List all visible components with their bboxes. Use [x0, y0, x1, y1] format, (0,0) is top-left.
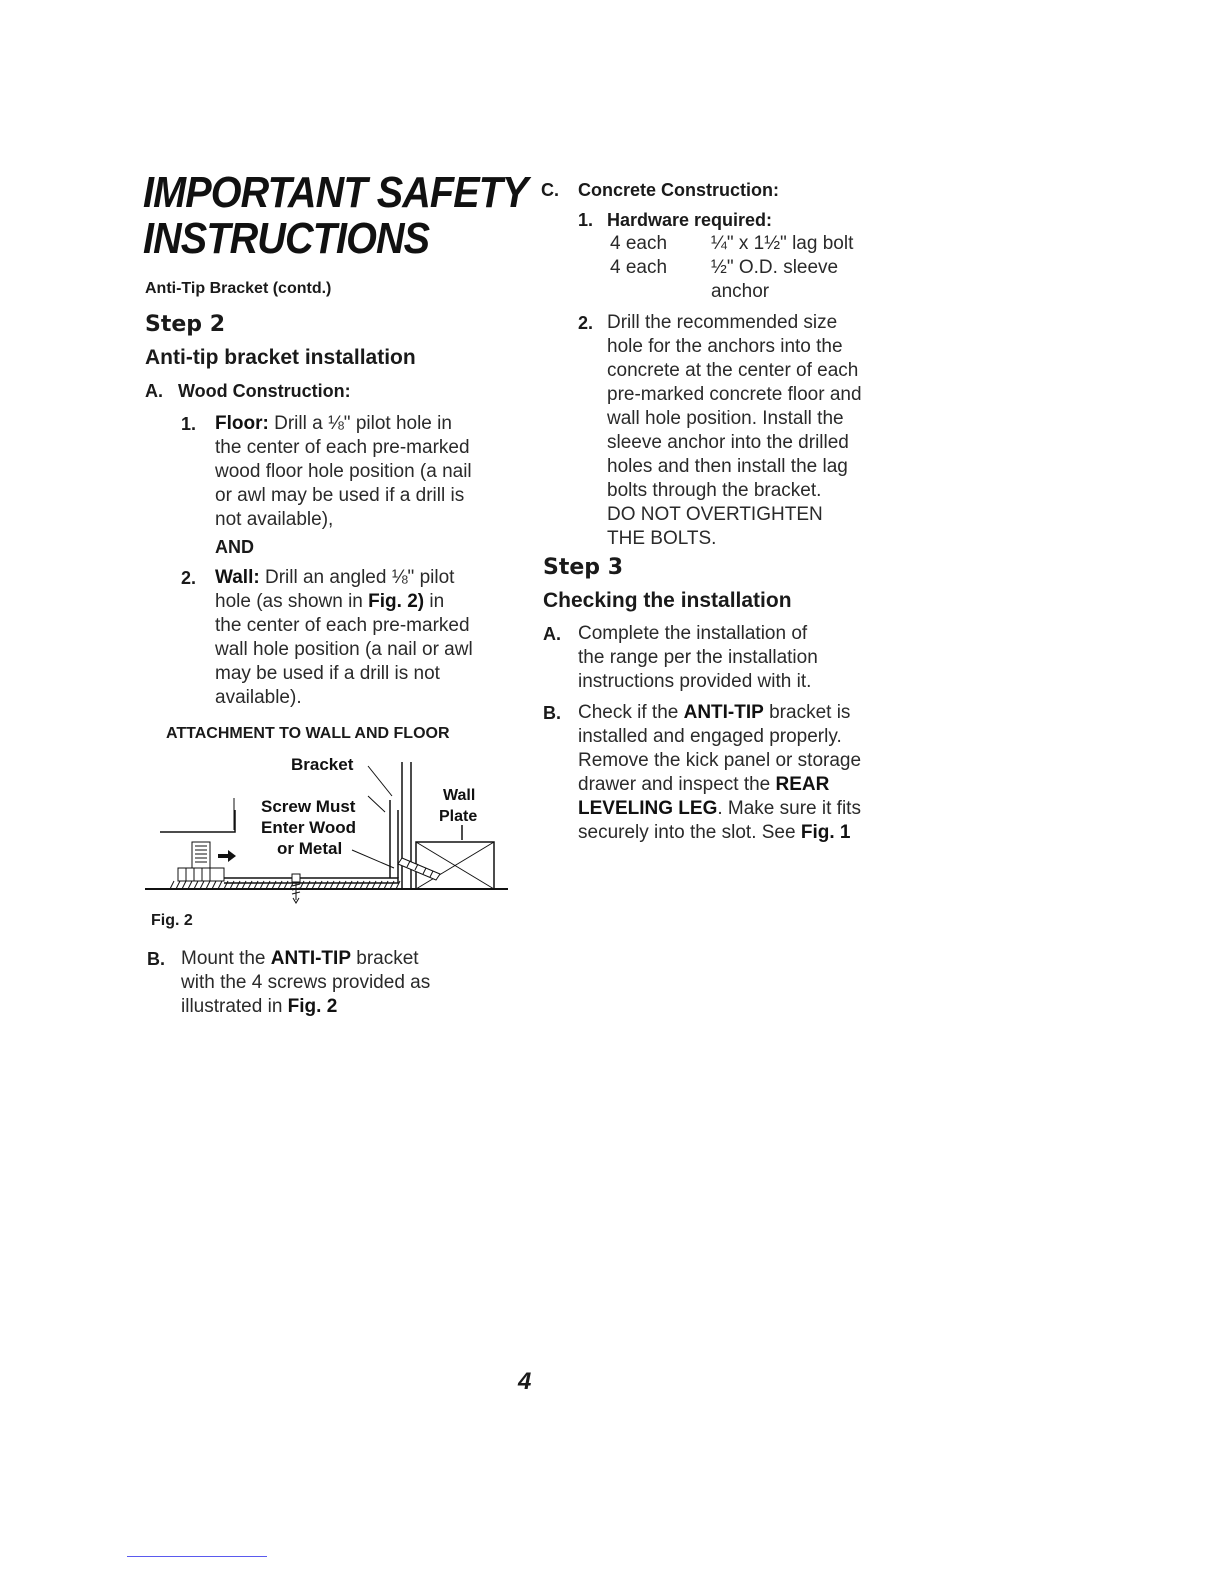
attachment-diagram: [140, 750, 510, 910]
anti-tip-term: ANTI-TIP: [270, 948, 351, 969]
floor-instruction: Floor: Drill a ⅛" pilot hole in the center of each pre-marked wood floor hole position (a nail or awl may be used if a drill is not available),: [215, 413, 472, 530]
fig2-ref: Fig. 2): [368, 591, 425, 612]
bracket-plate: [224, 878, 398, 883]
title-line-2: INSTRUCTIONS: [143, 214, 430, 263]
mount-letter: B.: [147, 949, 165, 969]
wood-letter: A.: [145, 381, 163, 401]
drill-instruction: Drill the recommended size hole for the anchors into the concrete at the center of each pre-marked concrete floor and wall hole position. Install the sleeve anchor into the drilled holes and then install the lag bolts through the bracket. DO NOT OVERTIGHTEN THE BOLTS.: [607, 312, 862, 549]
wall-screw: [398, 858, 440, 880]
bracket-label: Bracket: [291, 755, 354, 774]
hardware-row: 4 each ¼" x 1½" lag bolt: [610, 233, 854, 254]
check-letter: B.: [543, 703, 561, 723]
rear-term: REAR: [775, 774, 830, 795]
wood-construction-label: Wood Construction:: [178, 381, 351, 401]
wall-instruction: Wall: Drill an angled ⅛" pilot hole (as shown in Fig. 2) in the center of each pre-marked wall hole position (a nail or awl may be used if a drill is not available).: [215, 567, 473, 708]
footer-rule: [127, 1556, 267, 1557]
anti-tip-term-2: ANTI-TIP: [683, 702, 764, 723]
floor-item-number: 1.: [181, 414, 197, 434]
check-instruction: Check if the ANTI-TIP bracket is installed and engaged properly. Remove the kick panel or storage drawer and inspect the REAR LEVELING LEG. Make sure it fits securely into the slot. See Fig. 1: [578, 702, 862, 843]
wall-label: Wall:: [215, 567, 260, 588]
leveling-leg-term: LEVELING LEG: [578, 798, 718, 819]
screw-label-2: Enter Wood: [261, 818, 357, 837]
hardware-row: 4 each ½" O.D. sleeve: [610, 257, 839, 278]
step-3-heading: Checking the installation: [543, 589, 792, 612]
step-3-label: Step 3: [543, 555, 623, 580]
wall-label-1: Wall: [443, 787, 476, 804]
and-label: AND: [215, 537, 254, 557]
section-subtitle: Anti-Tip Bracket (contd.): [145, 280, 332, 297]
step-2-label: Step 2: [145, 312, 225, 337]
hardware-item-number: 1.: [578, 210, 594, 230]
wall-item-number: 2.: [181, 568, 197, 588]
leveling-leg: [178, 842, 224, 881]
arrow-icon: [218, 850, 236, 862]
step-2-heading: Anti-tip bracket installation: [145, 346, 416, 369]
screw-label-3: or Metal: [277, 839, 343, 858]
hardware-required-label: Hardware required:: [607, 210, 773, 230]
screw-label-1: Screw Must: [261, 797, 356, 816]
complete-letter: A.: [543, 624, 561, 644]
concrete-letter: C.: [541, 180, 559, 200]
hardware-list: [610, 232, 853, 304]
fig1-ref: Fig. 1: [800, 822, 851, 843]
fig2-ref-2: Fig. 2: [287, 996, 338, 1017]
fig-2-label: Fig. 2: [151, 912, 193, 929]
page-number: 4: [518, 1368, 532, 1395]
mount-instruction: Mount the ANTI-TIP bracket with the 4 screws provided as illustrated in Fig. 2: [181, 948, 431, 1017]
page-title: [143, 170, 528, 262]
drill-item-number: 2.: [578, 313, 594, 333]
floor-label: Floor:: [215, 413, 269, 434]
hardware-row: anchor: [711, 281, 770, 302]
figure-caption: ATTACHMENT TO WALL AND FLOOR: [166, 725, 450, 742]
complete-instruction: Complete the installation of the range per the installation instructions provided with it.: [578, 623, 818, 692]
concrete-construction-label: Concrete Construction:: [578, 180, 780, 200]
title-line-1: IMPORTANT SAFETY: [143, 168, 528, 217]
floor-hatching: [170, 881, 400, 889]
wall-label-2: Plate: [439, 808, 478, 825]
